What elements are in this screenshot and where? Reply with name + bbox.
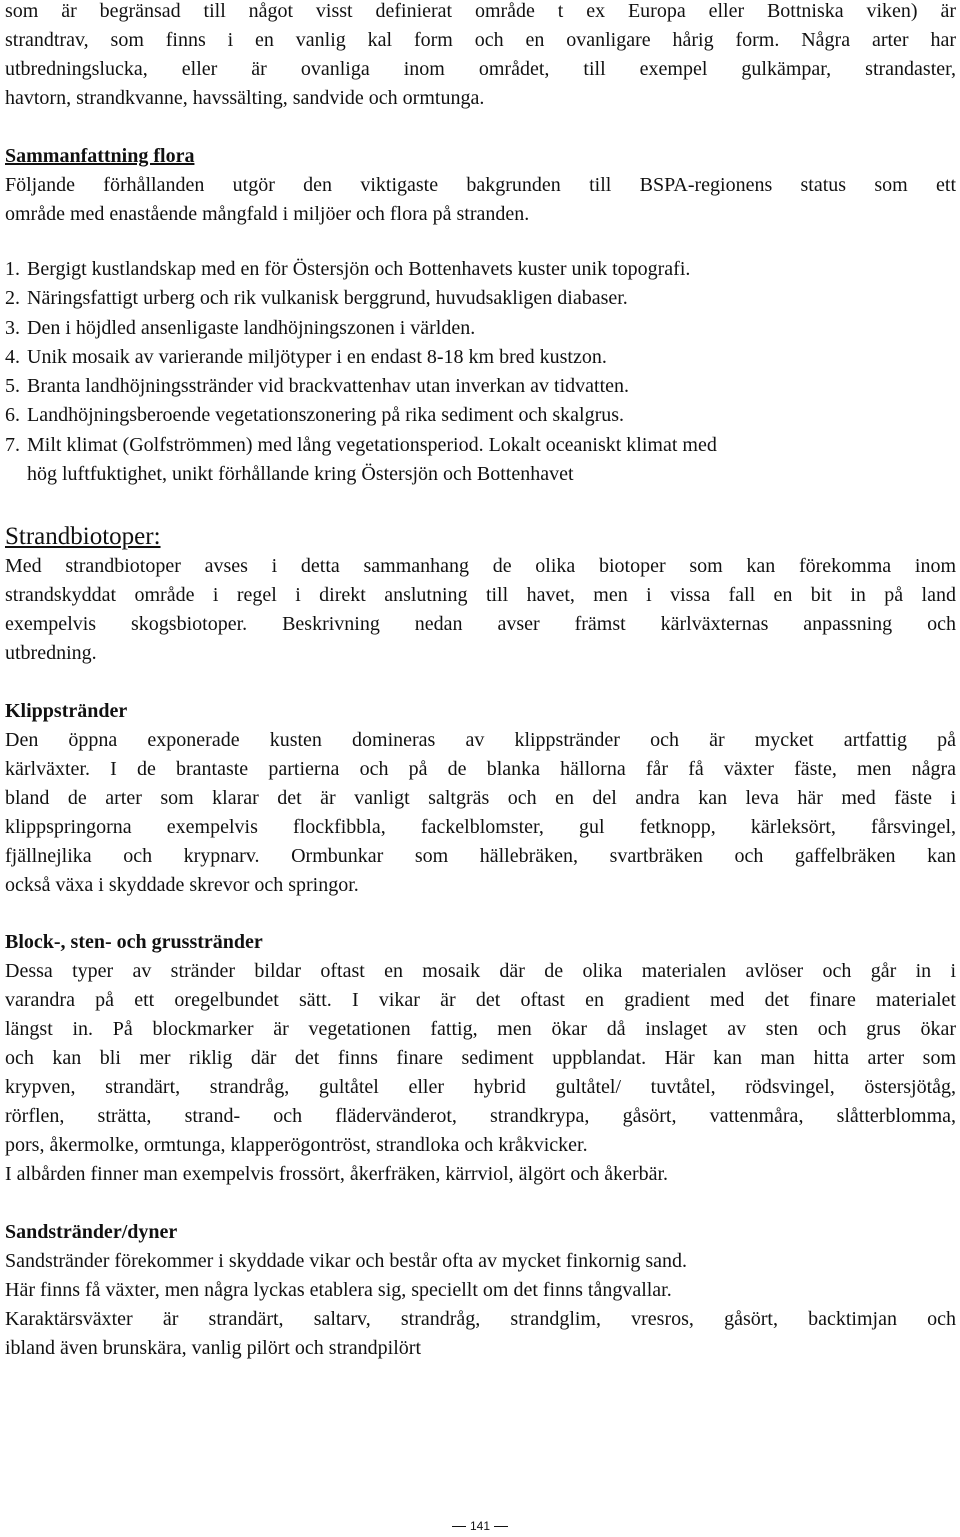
sand-line: ibland även brunskära, vanlig pilört och strandpilört (5, 1337, 422, 1359)
list-item-text: Branta landhöjningsstränder vid brackvattenhav utan inverkan av tidvatten. (27, 375, 630, 398)
block-heading: Block-, sten- och grusstränder (5, 931, 263, 953)
flora-factors-list (5, 255, 956, 489)
strandbiotoper-line: strandskyddat område i regel i direkt anslutning till havet, men i vissa fall en bit in på land (5, 584, 956, 606)
block-line: krypven, strandärt, strandråg, gultåtel eller hybrid gultåtel/ tuvtåtel, rödsvingel, östersjötåg, (5, 1076, 956, 1098)
flora-summary-line: område med enastående mångfald i miljöer och flora på stranden. (5, 203, 530, 225)
list-item-number: 1. (5, 258, 20, 280)
block-line: pors, åkermolke, ormtunga, klapperögontröst, strandloka och kråkvicker. (5, 1134, 588, 1156)
klippstrander-line: bland de arter som klarar det är vanligt saltgräs och en del andra kan leva här med fäste i (5, 787, 956, 809)
list-item (5, 372, 956, 401)
list-item (5, 284, 956, 313)
intro-line: havtorn, strandkvanne, havssälting, sandvide och ormtunga. (5, 87, 485, 109)
intro-line: strandtrav, som finns i en vanlig kal form och en ovanligare hårig form. Några arter har (5, 29, 956, 51)
klippstrander-heading: Klippstränder (5, 700, 128, 722)
list-item-text-line: Milt klimat (Golfströmmen) med lång vegetationsperiod. Lokalt oceaniskt klimat med (27, 433, 717, 456)
sand-line: Här finns få växter, men några lyckas etablera sig, speciellt om det finns tångvallar. (5, 1279, 672, 1301)
klippstrander-section (5, 697, 956, 900)
list-item-number: 2. (5, 287, 20, 310)
list-item-number: 5. (5, 375, 20, 398)
sand-section (5, 1218, 956, 1363)
strandbiotoper-section (5, 521, 956, 668)
block-section (5, 928, 956, 1189)
list-item-text: Bergigt kustlandskap med en för Östersjön och Bottenhavets kuster unik topografi. (27, 258, 691, 280)
strandbiotoper-heading: Strandbiotoper: (5, 523, 161, 550)
klippstrander-line: Den öppna exponerade kusten domineras av klippstränder och är mycket artfattig på (5, 729, 956, 751)
intro-line: utbredningslucka, eller är ovanliga inom området, till exempel gulkämpar, strandaster, (5, 58, 956, 80)
list-item-text: Den i höjdled ansenligaste landhöjningszonen i världen. (27, 316, 476, 339)
block-line: och kan bli mer riklig där det finns finare sediment uppblandat. Här kan man hitta arter som (5, 1047, 956, 1069)
block-line: rörflen, strätta, strand- och flädervänderot, strandkrypa, gåsört, vattenmåra, slåtterblomma, (5, 1105, 956, 1127)
footer-dash-left (452, 1526, 466, 1527)
flora-summary-line: Följande förhållanden utgör den viktigaste bakgrunden till BSPA-regionens status som ett (5, 174, 956, 196)
strandbiotoper-line: utbredning. (5, 642, 97, 664)
flora-summary-section (5, 142, 956, 229)
list-item (5, 314, 956, 343)
list-item-text: Näringsfattigt urberg och rik vulkanisk berggrund, huvudsakligen diabaser. (27, 287, 628, 310)
page-number: 141 (469, 1519, 491, 1533)
list-item-number: 6. (5, 404, 20, 427)
block-extra-line: I albården finner man exempelvis frossört, åkerfräken, kärrviol, älgört och åkerbär. (5, 1163, 669, 1185)
sand-heading: Sandstränder/dyner (5, 1221, 178, 1243)
list-item-text (27, 431, 956, 490)
block-line: Dessa typer av stränder bildar oftast en mosaik där de olika materialen avlöser och går in i (5, 960, 956, 982)
intro-line: som är begränsad till något visst definierat område t ex Europa eller Bottniska viken) är (5, 0, 956, 22)
list-item (5, 255, 956, 284)
flora-summary-heading: Sammanfattning flora (5, 145, 195, 167)
sand-line: Sandstränder förekommer i skyddade vikar och består ofta av mycket finkornig sand. (5, 1250, 688, 1272)
strandbiotoper-line: Med strandbiotoper avses i detta sammanhang de olika biotoper som kan förekomma inom (5, 555, 956, 577)
strandbiotoper-line: exempelvis skogsbiotoper. Beskrivning nedan avser främst kärlväxternas anpassning och (5, 613, 956, 635)
page-footer (0, 1518, 960, 1534)
footer-dash-right (494, 1526, 508, 1527)
klippstrander-line: kärlväxter. I de brantaste partierna och på de blanka hällorna får få växter fäste, men några (5, 758, 956, 780)
intro-paragraph (5, 0, 956, 113)
list-item-text-continuation: hög luftfuktighet, unikt förhållande kring Östersjön och Bottenhavet (27, 463, 574, 486)
block-line: längst in. På blockmarker är vegetationen fattig, men ökar då inslaget av sten och grus ökar (5, 1018, 956, 1040)
klippstrander-line: också växa i skyddade skrevor och springor. (5, 874, 359, 896)
list-item-text: Landhöjningsberoende vegetationszonering på rika sediment och skalgrus. (27, 404, 625, 427)
list-item-number: 7. (5, 433, 20, 456)
sand-line: Karaktärsväxter är strandärt, saltarv, strandråg, strandglim, vresros, gåsört, backtimjan och (5, 1308, 956, 1330)
klippstrander-line: klippspringorna exempelvis flockfibbla, fackelblomster, gul fetknopp, kärleksört, fårsvingel, (5, 816, 956, 838)
block-line: varandra på ett oregelbundet sätt. I vikar är det oftast en gradient med det finare materialet (5, 989, 956, 1011)
list-item-text: Unik mosaik av varierande miljötyper i en endast 8-18 km bred kustzon. (27, 345, 607, 368)
list-item (5, 431, 956, 490)
list-item (5, 343, 956, 372)
list-item-number: 4. (5, 345, 20, 368)
list-item-number: 3. (5, 316, 20, 339)
klippstrander-line: fjällnejlika och krypnarv. Ormbunkar som hällebräken, svartbräken och gaffelbräken kan (5, 845, 956, 867)
list-item (5, 401, 956, 430)
